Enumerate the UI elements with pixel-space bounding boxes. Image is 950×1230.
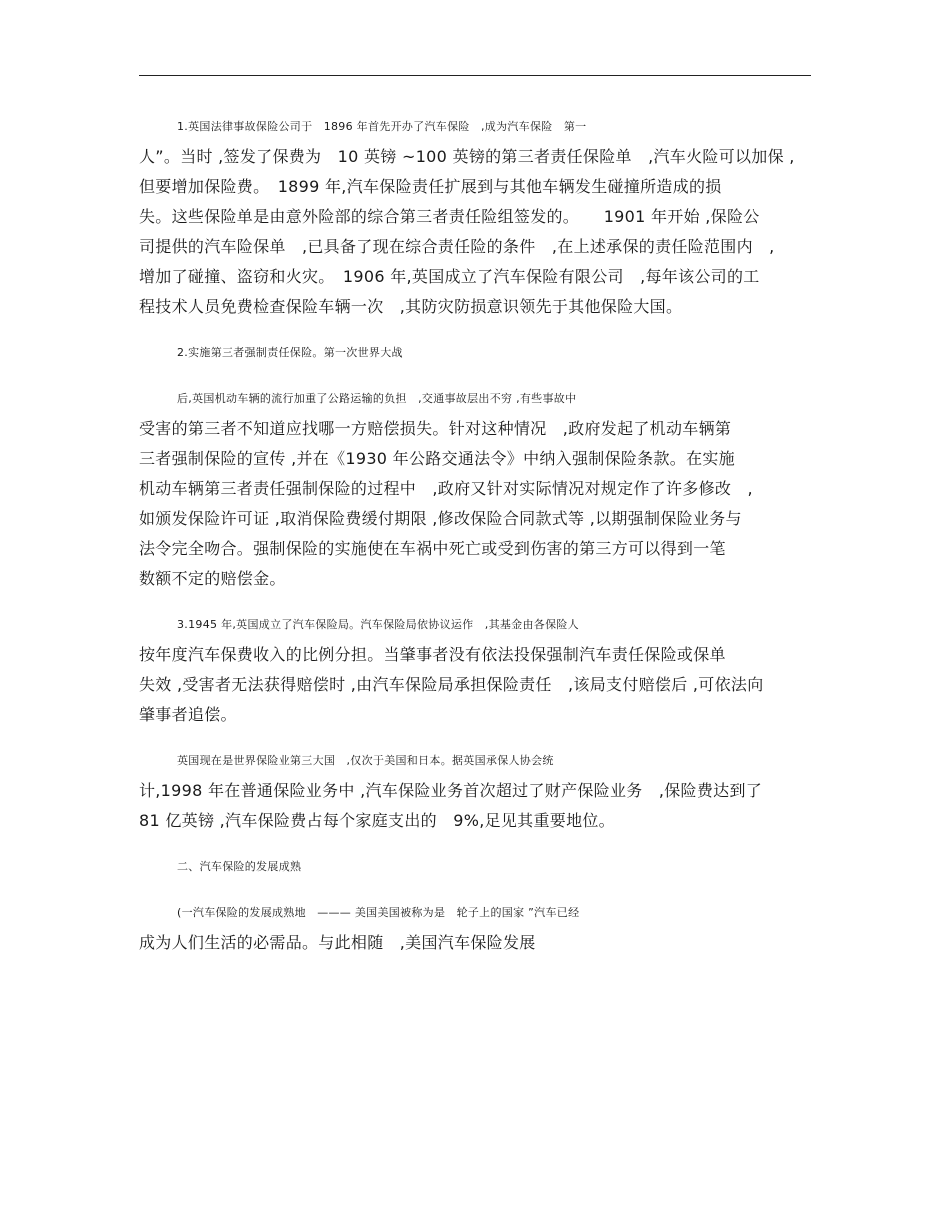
text-line: 法令完全吻合。强制保险的实施使在车祸中死亡或受到伤害的第三方可以得到一笔 (139, 539, 726, 558)
paragraph-motor-insurers-bureau (139, 610, 811, 730)
paragraph-us-maturity (139, 898, 811, 958)
document-body (139, 112, 811, 974)
text-line: 人”。当时 ,签发了保费为 10 英镑 ~100 英镑的第三者责任保险单 ,汽车火险可以加保 , (139, 147, 795, 166)
paragraph-compulsory-insurance (139, 384, 811, 594)
text-line: 三者强制保险的宣传 ,并在《1930 年公路交通法令》中纳入强制保险条款。在实施 (139, 449, 735, 468)
text-line: 受害的第三者不知道应找哪一方赔偿损失。针对这种情况 ,政府发起了机动车辆第 (139, 419, 732, 438)
header-rule (139, 75, 811, 76)
text-line: 成为人们生活的必需品。与此相随 ,美国汽车保险发展 (139, 933, 536, 952)
text-line: 失效 ,受害者无法获得赔偿时 ,由汽车保险局承担保险责任 ,该局支付赔偿后 ,可依法向 (139, 675, 764, 694)
text-line: 如颁发保险许可证 ,取消保险费缓付期限 ,修改保险合同款式等 ,以期强制保险业务与 (139, 509, 742, 528)
text-line: 数额不定的赔偿金。 (139, 569, 286, 588)
paragraph-uk-market (139, 746, 811, 836)
text-line: 肇事者追偿。 (139, 705, 237, 724)
text-line: 增加了碰撞、盗窃和火灾。 1906 年,英国成立了汽车保险有限公司 ,每年该公司的工 (139, 267, 760, 286)
text-line: 1.英国法律事故保险公司于 1896 年首先开办了汽车保险 ,成为汽车保险 第一 (177, 120, 587, 133)
text-line: 英国现在是世界保险业第三大国 ,仅次于美国和日本。据英国承保人协会统 (177, 754, 554, 767)
text-line: 计,1998 年在普通保险业务中 ,汽车保险业务首次超过了财产保险业务 ,保险费达到了 (139, 781, 763, 800)
text-line: 81 亿英镑 ,汽车保险费占每个家庭支出的 9%,足见其重要地位。 (139, 811, 615, 830)
text-line: 失。这些保险单是由意外险部的综合第三者责任险组签发的。 1901 年开始 ,保险公 (139, 207, 760, 226)
text-line: 3.1945 年,英国成立了汽车保险局。汽车保险局依协议运作 ,其基金由各保险人 (177, 618, 579, 631)
text-line: 司提供的汽车险保单 ,已具备了现在综合责任险的条件 ,在上述承保的责任险范围内 , (139, 237, 775, 256)
text-line: 程技术人员免费检查保险车辆一次 ,其防灾防损意识领先于其他保险大国。 (139, 297, 683, 316)
text-line: 按年度汽车保费收入的比例分担。当肇事者没有依法投保强制汽车责任保险或保单 (139, 645, 726, 664)
text-line: (一汽车保险的发展成熟地 ——— 美国美国被称为是 轮子上的国家 ”汽车已经 (177, 906, 580, 919)
text-line: 机动车辆第三者责任强制保险的过程中 ,政府又针对实际情况对规定作了许多修改 , (139, 479, 753, 498)
paragraph-compulsory-heading (139, 338, 811, 368)
paragraph-uk-history (139, 112, 811, 322)
section-heading-text: 二、汽车保险的发展成熟 (177, 860, 302, 873)
text-line: 后,英国机动车辆的流行加重了公路运输的负担 ,交通事故层出不穷 ,有些事故中 (177, 392, 577, 405)
section-heading (139, 852, 811, 882)
text-line: 但要增加保险费。 1899 年,汽车保险责任扩展到与其他车辆发生碰撞所造成的损 (139, 177, 722, 196)
text-line: 2.实施第三者强制责任保险。第一次世界大战 (177, 346, 403, 359)
